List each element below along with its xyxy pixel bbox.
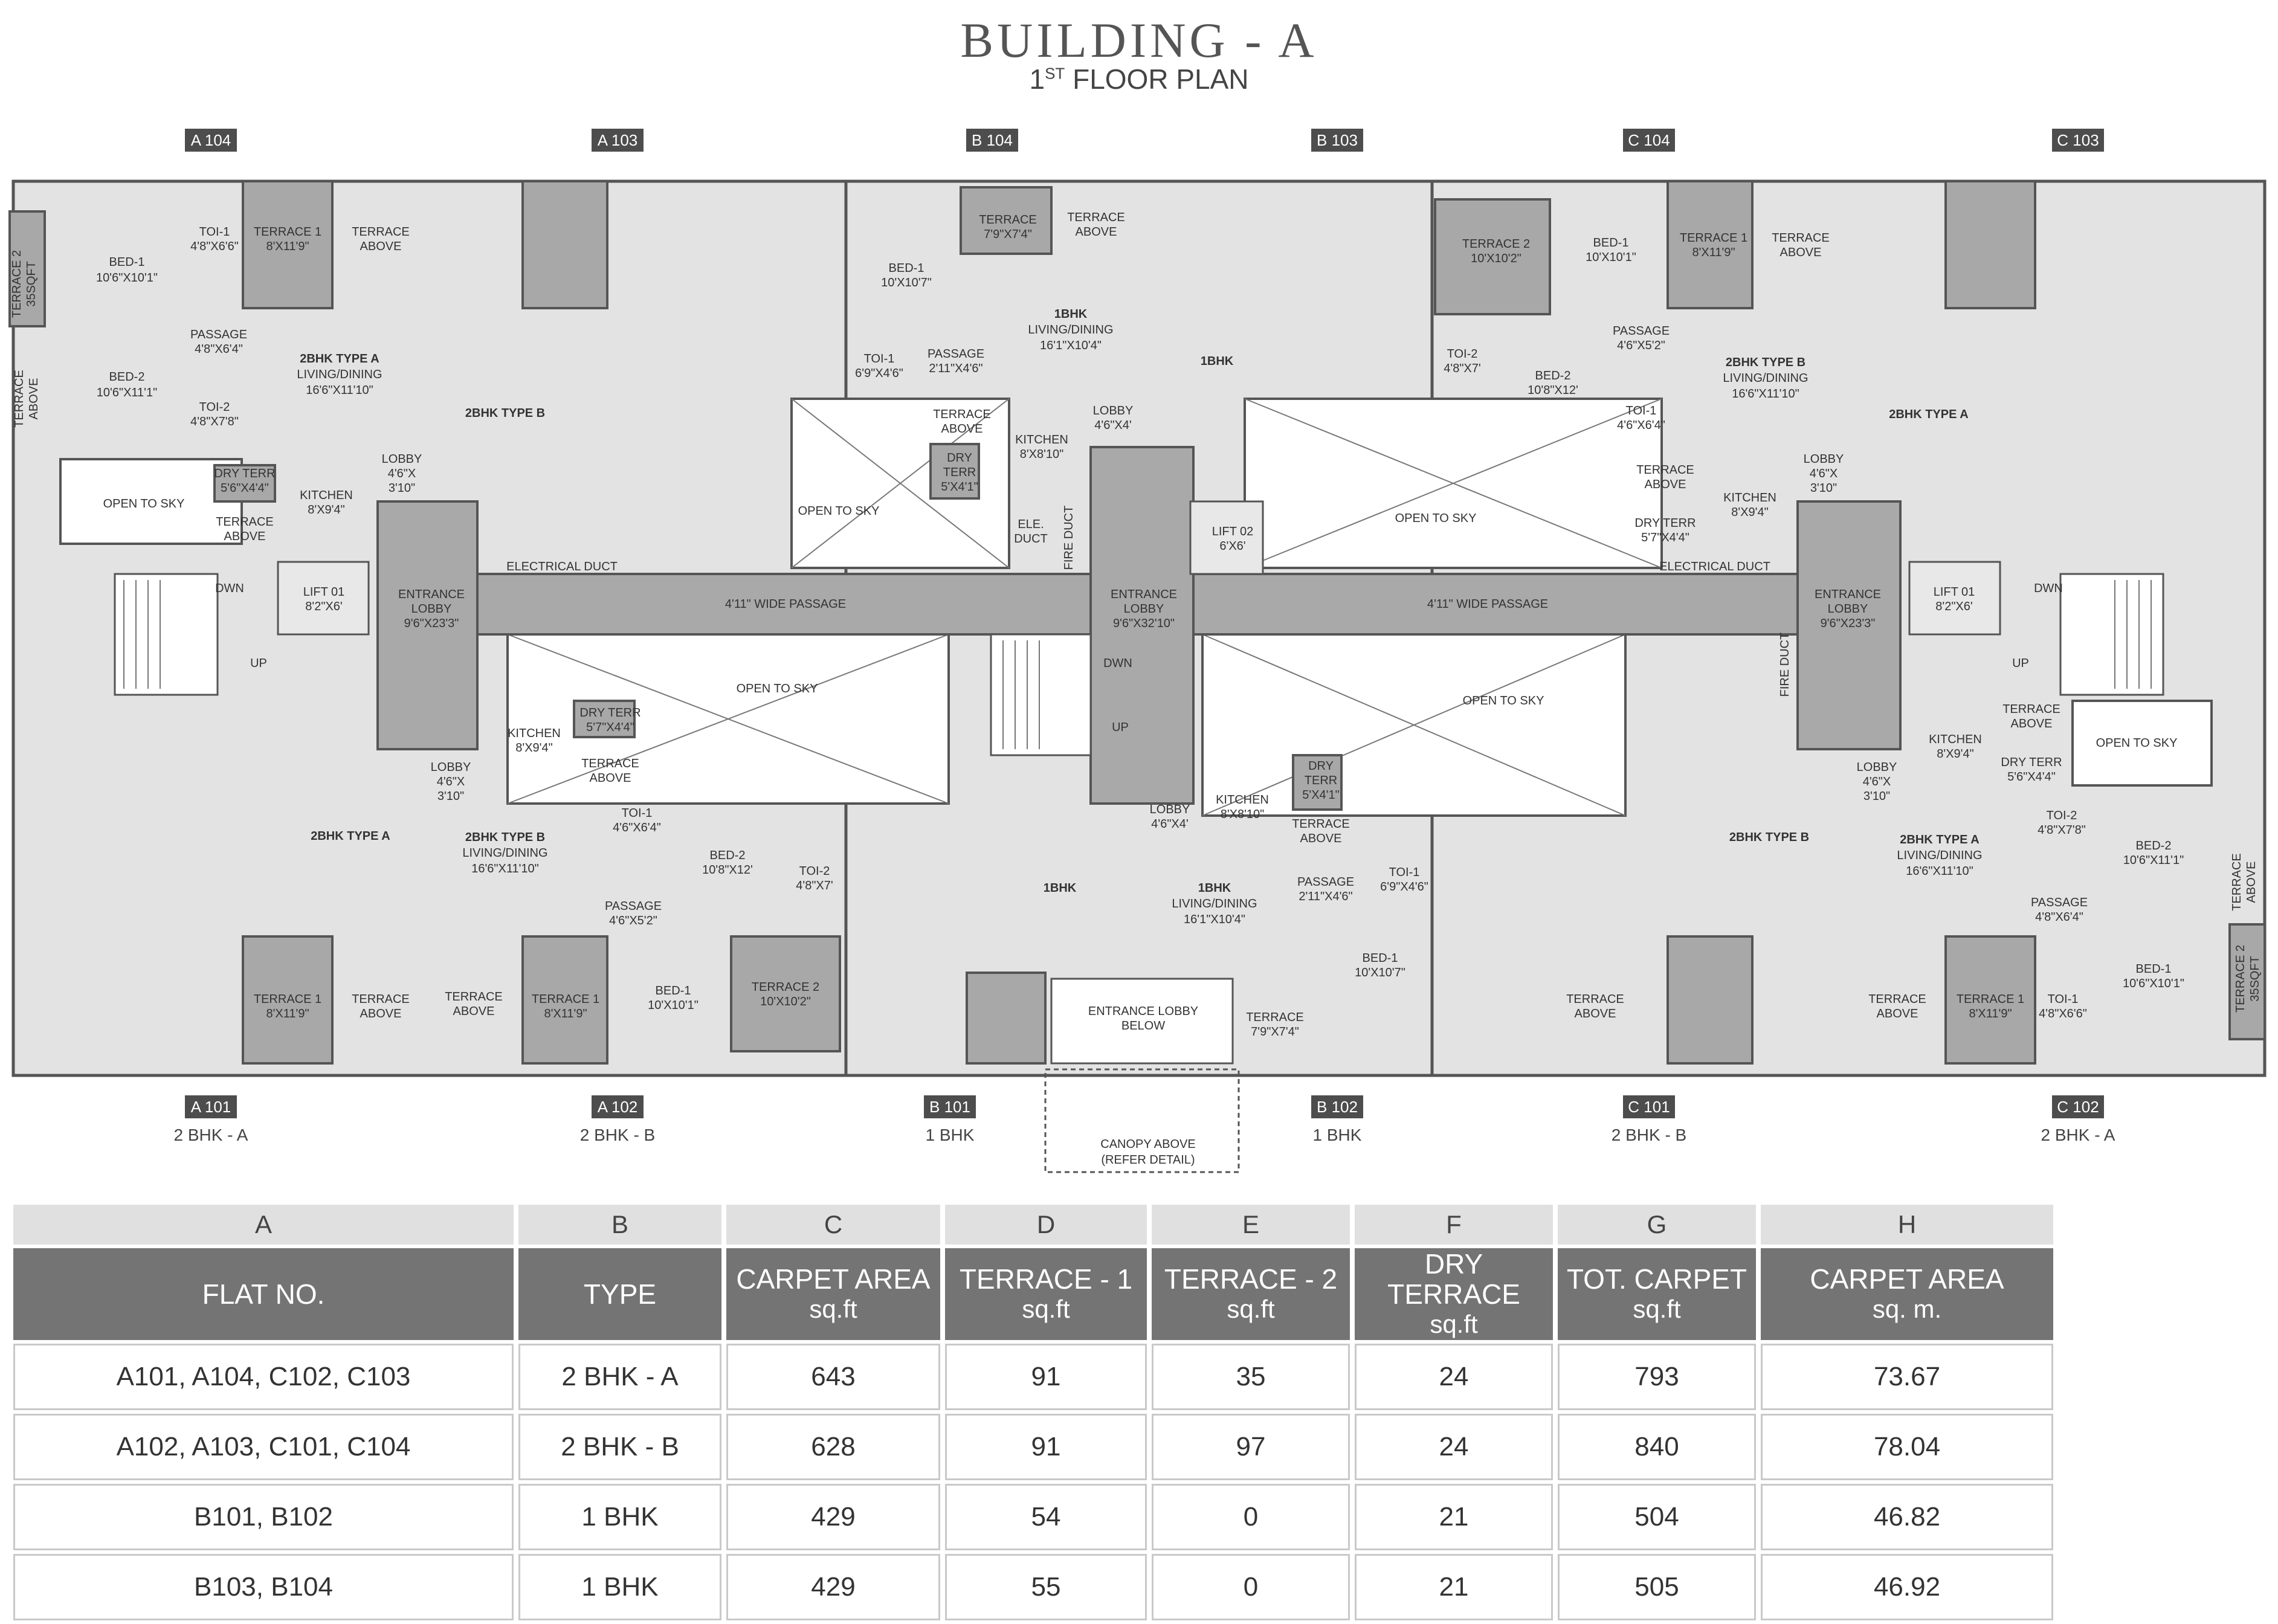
room-label: OPEN TO SKY <box>736 682 818 695</box>
room-label: 9'6"X23'3" <box>1820 617 1876 630</box>
room-label: ELE. <box>1018 518 1044 531</box>
room-label: 16'6"X11'10" <box>1732 387 1799 401</box>
room-label: 5'X4'1" <box>941 480 978 494</box>
terrace-a103 <box>523 181 607 308</box>
room-label: 5'7"X4'4" <box>1641 531 1689 544</box>
room-label: 4'11" WIDE PASSAGE <box>724 598 847 611</box>
table-cell: B101, B102 <box>13 1484 514 1550</box>
room-label: ABOVE <box>1644 478 1686 491</box>
room-label: 4'8"X7' <box>1444 362 1481 375</box>
room-label: LIVING/DINING <box>1172 897 1257 910</box>
terrace-b101 <box>967 973 1045 1063</box>
room-label: TERRACE 1 <box>1956 993 2025 1006</box>
room-label: 2BHK TYPE B <box>465 831 546 844</box>
room-label: TOI-1 <box>199 225 230 239</box>
room-label: 5'6"X4'4" <box>221 482 269 495</box>
table-cell: 429 <box>726 1484 940 1550</box>
page-title: BUILDING - A <box>960 13 1318 68</box>
room-label: 9'6"X32'10" <box>1113 617 1175 630</box>
room-label: FIRE DUCT <box>1062 505 1076 570</box>
room-label: 16'1"X10'4" <box>1040 339 1102 352</box>
floor-number: 1 <box>1029 63 1045 95</box>
room-label: ABOVE <box>941 422 983 436</box>
col-letter: D <box>945 1205 1147 1245</box>
room-label: TERRACE <box>1868 993 1926 1006</box>
room-label: LOBBY <box>430 761 471 774</box>
room-label: LOBBY <box>411 602 452 616</box>
room-label: 7'9"X7'4" <box>1251 1025 1299 1039</box>
header-terrace-2: TERRACE - 2 sq.ft <box>1152 1248 1350 1340</box>
room-label: 4'6"X <box>436 775 465 788</box>
room-label: KITCHEN <box>1216 793 1269 807</box>
stair-left <box>115 574 218 695</box>
room-label: TERRACE <box>2230 853 2244 911</box>
room-label: ABOVE <box>1574 1007 1616 1020</box>
room-label: LIVING/DINING <box>1897 849 1983 862</box>
flat-label-a102: A 102 <box>597 1098 638 1116</box>
table-cell: 2 BHK - B <box>518 1414 721 1480</box>
room-label: ABOVE <box>27 378 40 420</box>
room-label: 3'10" <box>1810 482 1838 495</box>
room-label: TERRACE <box>979 213 1037 227</box>
floor-plan-label: FLOOR PLAN <box>1073 63 1249 95</box>
col-letter: C <box>726 1205 940 1245</box>
room-label: 1BHK <box>1054 308 1088 321</box>
room-label: TERRACE 2 <box>2234 944 2247 1013</box>
room-label: ABOVE <box>224 530 266 543</box>
room-label: 1BHK <box>1043 881 1077 895</box>
terrace-c103 <box>1946 181 2035 308</box>
table-cell: 628 <box>726 1414 940 1480</box>
room-label: 4'11" WIDE PASSAGE <box>1427 598 1549 611</box>
room-label: ABOVE <box>360 240 402 253</box>
table-cell: 504 <box>1558 1484 1756 1550</box>
room-label: 6'9"X4'6" <box>855 367 903 380</box>
flat-label-c102: C 102 <box>2057 1098 2099 1116</box>
room-label: FIRE DUCT <box>1778 632 1792 697</box>
room-label: 2BHK TYPE A <box>1889 408 1969 421</box>
room-label: ABOVE <box>1300 832 1342 845</box>
room-label: BED-2 <box>1535 369 1571 382</box>
room-label: 1BHK <box>1198 881 1231 895</box>
header-dry-terrace: DRY TERRACE sq.ft <box>1355 1248 1553 1340</box>
room-label: 8'X11'9" <box>544 1007 587 1020</box>
room-label: 10'X10'2" <box>760 995 811 1008</box>
room-label: LIVING/DINING <box>1723 372 1809 385</box>
flat-label-a103: A 103 <box>597 131 638 149</box>
room-label: DWN <box>2034 582 2063 595</box>
room-label: 4'6"X6'4" <box>1617 419 1665 432</box>
room-label: 16'1"X10'4" <box>1184 913 1245 926</box>
room-label: 8'X9'4" <box>308 503 345 517</box>
table-cell: B103, B104 <box>13 1554 514 1620</box>
table-cell: A101, A104, C102, C103 <box>13 1344 514 1410</box>
flat-label-b104: B 104 <box>972 131 1013 149</box>
room-label: 7'9"X7'4" <box>984 228 1032 241</box>
table-row <box>13 1414 2053 1480</box>
room-label: TOI-1 <box>863 352 895 366</box>
room-label: 8'X9'4" <box>515 741 553 755</box>
room-label: 10'8"X12' <box>1528 384 1578 397</box>
room-label: 2'11"X4'6" <box>1299 890 1353 903</box>
room-label: LOBBY <box>1123 602 1164 616</box>
room-label: LOBBY <box>1856 761 1897 774</box>
room-label: TERRACE <box>1292 817 1350 831</box>
room-label: 1BHK <box>1200 355 1234 368</box>
header-terrace-1: TERRACE - 1 sq.ft <box>945 1248 1147 1340</box>
table-cell: 21 <box>1355 1554 1553 1620</box>
room-label: 2'11"X4'6" <box>929 362 983 375</box>
flat-type-c102: 2 BHK - A <box>2041 1126 2115 1144</box>
header-carpet-area-sqm: CARPET AREA sq. m. <box>1761 1248 2053 1340</box>
room-label: LIFT 01 <box>1933 585 1975 599</box>
room-label: TOI-2 <box>199 401 230 414</box>
room-label: 4'8"X7' <box>796 879 833 892</box>
room-label: 8'X11'9" <box>266 1007 309 1020</box>
table-cell: A102, A103, C101, C104 <box>13 1414 514 1480</box>
flat-label-c101: C 101 <box>1628 1098 1670 1116</box>
room-label: TOI-2 <box>799 865 830 878</box>
room-label: 35SQFT <box>2248 956 2262 1002</box>
table-cell: 24 <box>1355 1344 1553 1410</box>
table-cell: 643 <box>726 1344 940 1410</box>
room-label: TERRACE 1 <box>253 993 322 1006</box>
room-label: ENTRANCE <box>398 588 465 601</box>
room-label: 4'6"X5'2" <box>609 914 657 927</box>
room-label: PASSAGE <box>1297 875 1355 889</box>
room-label: 10'6"X10'1" <box>2123 977 2184 990</box>
room-label: TERRACE 2 <box>10 250 24 318</box>
room-label: 2BHK TYPE A <box>300 352 379 366</box>
room-label: PASSAGE <box>1612 324 1670 338</box>
room-label: 16'6"X11'10" <box>306 384 373 397</box>
room-label: BELOW <box>1121 1019 1166 1033</box>
table-cell: 91 <box>945 1344 1147 1410</box>
room-label: CANOPY ABOVE <box>1100 1138 1196 1151</box>
flat-label-b103: B 103 <box>1317 131 1358 149</box>
stair-center <box>991 634 1091 755</box>
room-label: LOBBY <box>1827 602 1868 616</box>
room-label: 4'8"X6'4" <box>2035 910 2083 924</box>
room-label: 3'10" <box>437 790 465 803</box>
room-label: ELECTRICAL DUCT <box>1659 560 1770 573</box>
room-label: BED-1 <box>1593 236 1629 250</box>
room-label: TERR <box>943 466 976 479</box>
room-label: 2BHK TYPE B <box>1729 831 1810 844</box>
room-label: UP <box>250 657 267 670</box>
room-label: TERRACE 2 <box>751 981 820 994</box>
room-label: 3'10" <box>388 482 416 495</box>
room-label: BED-1 <box>888 262 924 275</box>
table-cell: 46.92 <box>1761 1554 2053 1620</box>
room-label: 8'X11'9" <box>266 240 309 253</box>
room-label: OPEN TO SKY <box>103 497 185 511</box>
col-letter: A <box>13 1205 514 1245</box>
table-cell: 35 <box>1152 1344 1350 1410</box>
room-label: LIFT 01 <box>303 585 345 599</box>
room-label: OPEN TO SKY <box>2096 736 2178 750</box>
table-cell: 1 BHK <box>518 1484 721 1550</box>
room-label: KITCHEN <box>300 489 353 502</box>
room-label: OPEN TO SKY <box>1395 512 1477 525</box>
flat-type-b101: 1 BHK <box>925 1126 975 1144</box>
room-label: DRY <box>1308 759 1334 773</box>
table-cell: 21 <box>1355 1484 1553 1550</box>
room-label: LOBBY <box>381 453 422 466</box>
room-label: KITCHEN <box>1723 491 1776 504</box>
room-label: 3'10" <box>1863 790 1891 803</box>
room-label: 2BHK TYPE B <box>1725 356 1806 369</box>
room-label: 10'X10'7" <box>1355 966 1405 979</box>
room-label: 6'9"X4'6" <box>1380 880 1428 894</box>
flat-label-a104: A 104 <box>190 131 231 149</box>
room-label: ENTRANCE LOBBY <box>1088 1005 1199 1018</box>
table-cell: 55 <box>945 1554 1147 1620</box>
room-label: 16'6"X11'10" <box>471 862 539 875</box>
table-cell: 97 <box>1152 1414 1350 1480</box>
room-label: TERRACE 1 <box>253 225 322 239</box>
table-cell: 505 <box>1558 1554 1756 1620</box>
room-label: 8'X11'9" <box>1692 246 1735 259</box>
room-label: ABOVE <box>2245 861 2258 903</box>
flat-type-a102: 2 BHK - B <box>579 1126 656 1144</box>
room-label: PASSAGE <box>2030 896 2088 909</box>
room-label: 8'X9'4" <box>1937 747 1974 761</box>
room-label: DWN <box>1103 657 1132 670</box>
room-label: ABOVE <box>360 1007 402 1020</box>
room-label: 9'6"X23'3" <box>404 617 459 630</box>
room-label: LOBBY <box>1092 404 1134 417</box>
room-label: 8'X8'10" <box>1019 448 1064 461</box>
room-label: ENTRANCE <box>1110 588 1178 601</box>
room-label: BED-1 <box>655 984 691 997</box>
header-type: TYPE <box>518 1248 721 1340</box>
col-letter: F <box>1355 1205 1553 1245</box>
room-label: 4'8"X6'6" <box>190 240 239 253</box>
room-label: 10'X10'1" <box>1586 251 1636 264</box>
flat-type-c101: 2 BHK - B <box>1611 1126 1687 1144</box>
table-cell: 0 <box>1152 1484 1350 1550</box>
room-label: 2BHK TYPE A <box>1900 833 1980 846</box>
room-label: TOI-2 <box>2046 809 2077 822</box>
table-column-letters <box>13 1205 2053 1245</box>
header-tot-carpet: TOT. CARPET sq.ft <box>1558 1248 1756 1340</box>
room-label: DRY TERR <box>579 706 641 720</box>
room-label: TERRACE <box>933 408 991 421</box>
room-label: LIFT 02 <box>1212 525 1254 538</box>
room-label: LOBBY <box>1149 803 1190 816</box>
room-label: 4'6"X5'2" <box>1617 339 1665 352</box>
col-letter: H <box>1761 1205 2053 1245</box>
room-label: DRY TERR <box>2001 756 2062 769</box>
floor-suffix: ST <box>1045 64 1065 83</box>
room-label: 35SQFT <box>25 261 38 307</box>
table-cell: 429 <box>726 1554 940 1620</box>
room-label: BED-2 <box>109 370 145 384</box>
room-label: DUCT <box>1014 532 1048 546</box>
room-label: BED-2 <box>709 849 746 862</box>
room-label: 4'6"X <box>1809 467 1838 480</box>
room-label: 8'X8'10" <box>1220 808 1265 821</box>
room-label: TOI-1 <box>1625 404 1657 417</box>
room-label: DRY <box>947 451 972 465</box>
col-letter: E <box>1152 1205 1350 1245</box>
table-cell: 0 <box>1152 1554 1350 1620</box>
room-label: (REFER DETAIL) <box>1101 1153 1195 1167</box>
room-label: TERRACE <box>445 990 503 1004</box>
room-label: ABOVE <box>453 1005 495 1018</box>
table-cell: 840 <box>1558 1414 1756 1480</box>
room-label: PASSAGE <box>927 347 985 361</box>
table-row <box>13 1344 2053 1410</box>
room-label: ABOVE <box>1876 1007 1918 1020</box>
room-label: UP <box>1112 721 1129 734</box>
area-table <box>8 1201 2058 1624</box>
room-label: PASSAGE <box>604 900 662 913</box>
header-flat-no: FLAT NO. <box>13 1248 514 1340</box>
room-label: TERRACE <box>13 370 26 428</box>
room-label: 10'6"X11'1" <box>96 386 158 399</box>
room-label: TERRACE <box>1636 463 1694 477</box>
flat-label-c104: C 104 <box>1628 131 1670 149</box>
room-label: UP <box>2012 657 2029 670</box>
room-label: KITCHEN <box>1929 733 1982 746</box>
terrace-c104-1 <box>1668 181 1752 308</box>
room-label: TERRACE <box>2002 703 2060 716</box>
room-label: ABOVE <box>1075 225 1117 239</box>
room-label: BED-1 <box>2135 962 2172 976</box>
room-label: 4'8"X7'8" <box>190 415 239 428</box>
room-label: TERRACE <box>352 993 410 1006</box>
room-label: LOBBY <box>1803 453 1844 466</box>
flat-label-b102: B 102 <box>1317 1098 1358 1116</box>
room-label: 4'6"X4' <box>1151 817 1189 831</box>
room-label: TERRACE 2 <box>1462 237 1531 251</box>
room-label: 4'6"X <box>1862 775 1891 788</box>
room-label: BED-2 <box>2135 839 2172 852</box>
col-letter: B <box>518 1205 721 1245</box>
room-label: 4'8"X6'4" <box>195 343 243 356</box>
room-label: TOI-1 <box>1389 866 1420 879</box>
room-label: TERRACE <box>352 225 410 239</box>
flat-label-a101: A 101 <box>190 1098 231 1116</box>
table-cell: 73.67 <box>1761 1344 2053 1410</box>
table-cell: 91 <box>945 1414 1147 1480</box>
room-label: ENTRANCE <box>1814 588 1882 601</box>
flat-label-c103: C 103 <box>2057 131 2099 149</box>
room-label: 10'X10'1" <box>648 999 699 1012</box>
room-label: TOI-1 <box>2047 993 2079 1006</box>
room-label: LIVING/DINING <box>297 368 382 381</box>
table-row <box>13 1554 2053 1620</box>
room-label: LIVING/DINING <box>1028 323 1114 337</box>
room-label: DRY TERR <box>1634 517 1696 530</box>
floor-plan <box>0 91 2278 1184</box>
room-label: DWN <box>215 582 244 595</box>
room-label: TOI-2 <box>1447 347 1478 361</box>
room-label: 4'8"X6'6" <box>2039 1007 2087 1020</box>
table-cell: 2 BHK - A <box>518 1344 721 1410</box>
room-label: TERRACE <box>1246 1011 1304 1024</box>
room-label: 16'6"X11'10" <box>1906 865 1973 878</box>
room-label: TOI-1 <box>621 807 653 820</box>
table-cell: 46.82 <box>1761 1484 2053 1550</box>
room-label: PASSAGE <box>190 328 248 341</box>
room-label: TERRACE <box>1566 993 1624 1006</box>
room-label: 8'2"X6' <box>305 600 343 613</box>
room-label: DRY TERR <box>214 467 276 480</box>
room-label: ABOVE <box>2010 717 2053 730</box>
room-label: TERRACE 1 <box>531 993 600 1006</box>
room-label: ABOVE <box>589 772 631 785</box>
table-row <box>13 1484 2053 1550</box>
room-label: KITCHEN <box>1015 433 1068 446</box>
header-carpet-area-sqft: CARPET AREA sq.ft <box>726 1248 940 1340</box>
room-label: 5'6"X4'4" <box>2007 770 2056 784</box>
room-label: TERR <box>1304 774 1338 787</box>
room-label: OPEN TO SKY <box>798 504 880 518</box>
room-label: LIVING/DINING <box>462 846 548 860</box>
flat-type-a101: 2 BHK - A <box>173 1126 248 1144</box>
table-cell: 793 <box>1558 1344 1756 1410</box>
room-label: 4'6"X6'4" <box>613 821 661 834</box>
room-label: 8'X9'4" <box>1731 506 1769 519</box>
flat-type-b102: 1 BHK <box>1312 1126 1362 1144</box>
terrace-a102-2 <box>731 936 840 1051</box>
room-label: 10'6"X10'1" <box>96 271 158 285</box>
table-header-row <box>13 1248 2053 1340</box>
col-letter: G <box>1558 1205 1756 1245</box>
table-cell: 54 <box>945 1484 1147 1550</box>
room-label: TERRACE <box>581 757 639 770</box>
room-label: 2BHK TYPE B <box>465 407 546 420</box>
room-label: 5'7"X4'4" <box>586 721 634 734</box>
room-label: 4'6"X <box>387 467 416 480</box>
room-label: 6'X6' <box>1219 540 1246 553</box>
room-label: 5'X4'1" <box>1302 788 1340 802</box>
room-label: 4'6"X4' <box>1094 419 1132 432</box>
table-cell: 78.04 <box>1761 1414 2053 1480</box>
table-cell: 1 BHK <box>518 1554 721 1620</box>
room-label: KITCHEN <box>508 727 561 740</box>
room-label: TERRACE <box>1067 211 1125 224</box>
room-label: 10'8"X12' <box>702 863 753 877</box>
stair-right <box>2060 574 2163 695</box>
flat-label-b101: B 101 <box>929 1098 970 1116</box>
terrace-c101 <box>1668 936 1752 1063</box>
room-label: ABOVE <box>1779 246 1822 259</box>
room-label: TERRACE <box>1772 231 1830 245</box>
room-label: BED-1 <box>109 256 145 269</box>
room-label: TERRACE 1 <box>1679 231 1748 245</box>
room-label: 10'X10'7" <box>881 276 932 289</box>
room-label: BED-1 <box>1362 952 1398 965</box>
room-label: OPEN TO SKY <box>1462 694 1544 707</box>
table-cell: 24 <box>1355 1414 1553 1480</box>
room-label: 2BHK TYPE A <box>311 830 390 843</box>
room-label: 10'6"X11'1" <box>2123 854 2184 867</box>
room-label: TERRACE <box>216 515 274 529</box>
room-label: 10'X10'2" <box>1471 252 1521 265</box>
room-label: 8'2"X6' <box>1935 600 1973 613</box>
room-label: 4'8"X7'8" <box>2038 823 2086 837</box>
room-label: 8'X11'9" <box>1969 1007 2012 1020</box>
room-label: ELECTRICAL DUCT <box>506 560 618 573</box>
